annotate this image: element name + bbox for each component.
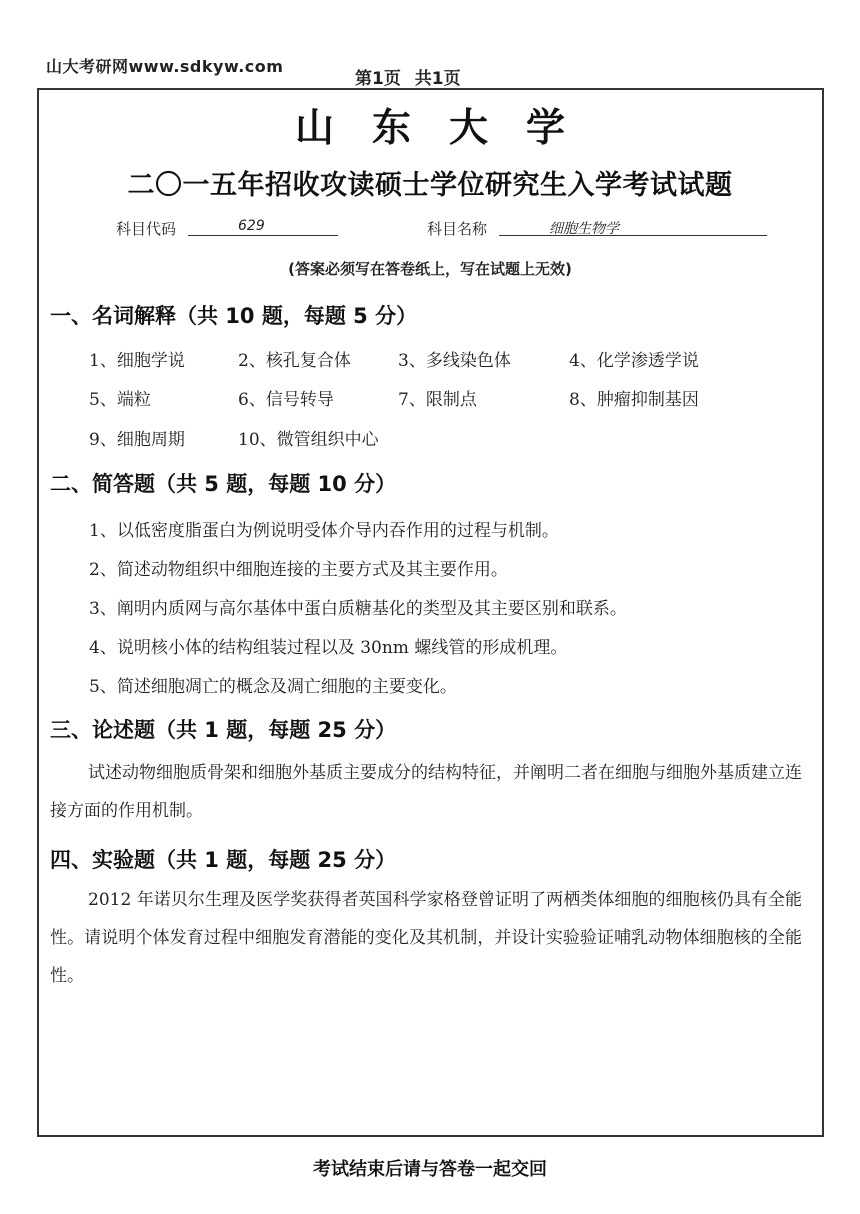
section-2-heading: 二、简答题（共 5 题，每题 10 分） — [50, 472, 397, 496]
question-item: 4、说明核小体的结构组装过程以及 30nm 螺线管的形成机理。 — [89, 638, 568, 658]
question-item: 1、以低密度脂蛋白为例说明受体介导内吞作用的过程与机制。 — [89, 521, 559, 541]
answer-notice: (答案必须写在答卷纸上，写在试题上无效) — [288, 260, 572, 278]
term-item: 4、化学渗透学说 — [569, 351, 699, 371]
page-indicator: 第1页 共1页 — [355, 69, 461, 89]
section-3-heading: 三、论述题（共 1 题，每题 25 分） — [50, 718, 397, 742]
subject-info-row — [116, 218, 796, 242]
term-item: 2、核孔复合体 — [238, 351, 351, 371]
question-item: 5、简述细胞凋亡的概念及凋亡细胞的主要变化。 — [89, 677, 457, 697]
subject-code-value: 629 — [188, 218, 338, 236]
term-item: 10、微管组织中心 — [238, 430, 379, 450]
experiment-question: 2012 年诺贝尔生理及医学奖获得者英国科学家格登曾证明了两栖类体细胞的细胞核仍具有全能性。请说明个体发育过程中细胞发育潜能的变化及其机制，并设计实验验证哺乳动物体细胞核的全能性。 — [50, 890, 802, 986]
term-item: 8、肿瘤抑制基因 — [569, 390, 699, 410]
subject-code-label: 科目代码 — [116, 220, 177, 238]
term-item: 3、多线染色体 — [398, 351, 511, 371]
term-item: 9、细胞周期 — [89, 430, 185, 450]
footer-note: 考试结束后请与答卷一起交回 — [313, 1159, 547, 1180]
subject-name-label: 科目名称 — [427, 220, 488, 238]
term-item: 1、细胞学说 — [89, 351, 185, 371]
term-item: 7、限制点 — [398, 390, 477, 410]
section-4-heading: 四、实验题（共 1 题，每题 25 分） — [50, 848, 397, 872]
question-item: 3、阐明内质网与高尔基体中蛋白质糖基化的类型及其主要区别和联系。 — [89, 599, 627, 619]
exam-title: 二〇一五年招收攻读硕士学位研究生入学考试试题 — [127, 170, 733, 201]
section-1-heading: 一、名词解释（共 10 题，每题 5 分） — [50, 304, 418, 328]
question-item: 2、简述动物组织中细胞连接的主要方式及其主要作用。 — [89, 560, 508, 580]
term-item: 5、端粒 — [89, 390, 151, 410]
essay-question: 试述动物细胞质骨架和细胞外基质主要成分的结构特征，并阐明二者在细胞与细胞外基质建立连接方面的作用机制。 — [50, 763, 802, 821]
watermark: 山大考研网www.sdkyw.com — [46, 57, 284, 76]
term-item: 6、信号转导 — [238, 390, 334, 410]
subject-name-value: 细胞生物学 — [499, 218, 767, 236]
university-title: 山东大学 — [294, 106, 603, 151]
